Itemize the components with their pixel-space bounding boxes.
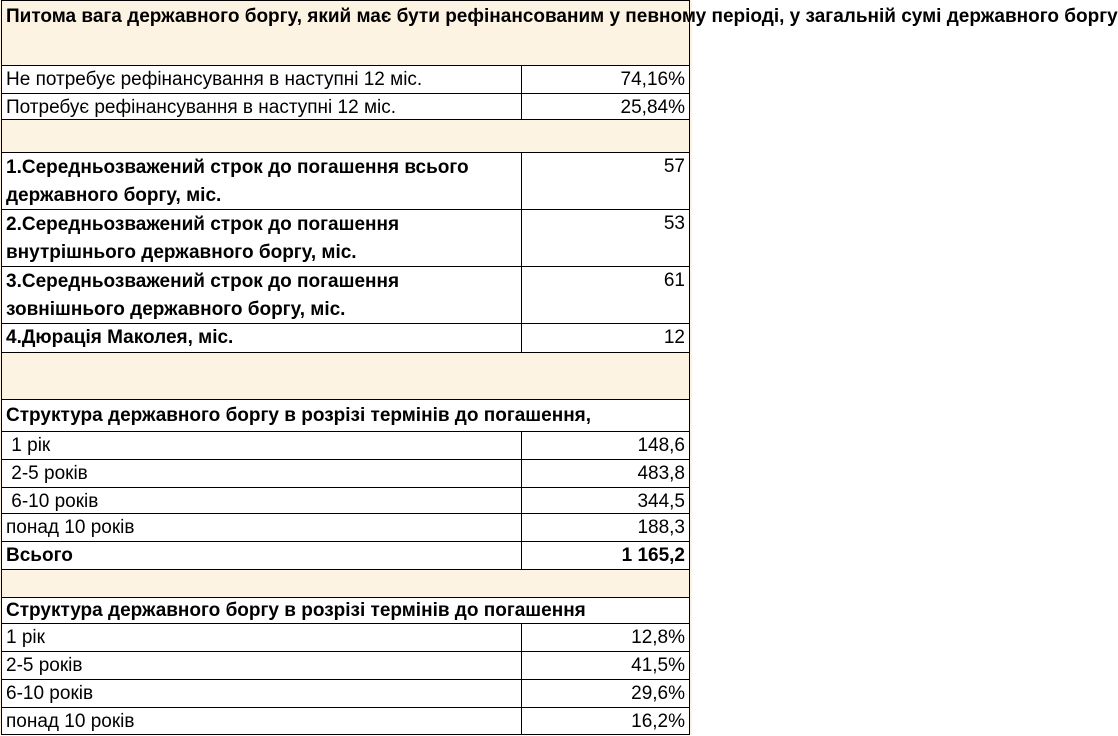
row-value: 148,6 [522,432,690,460]
row-label: 1 рік [1,624,522,652]
table-title: Питома вага державного боргу, який має бути рефінансованим у певному періоді, у загальній сумі державного боргу [1,0,690,66]
table-row[interactable] [1,324,690,353]
section-heading-row [1,400,690,432]
spacer-row [1,120,690,153]
row-label: Не потребує рефінансування в наступні 12 міс. [1,66,522,94]
row-label: 6-10 років [1,680,522,708]
row-label: 2.Середньозважений строк до погашення внутрішнього державного боргу, міс. [1,210,522,267]
row-value: 344,5 [522,488,690,514]
row-value: 57 [522,153,690,210]
table-row[interactable] [1,624,690,652]
table-row[interactable] [1,708,690,735]
row-label: 4.Дюрація Маколея, міс. [1,324,522,353]
row-label: 2-5 років [1,460,522,488]
table-row[interactable] [1,488,690,514]
spacer-row [1,353,690,400]
table-row[interactable] [1,153,690,210]
row-value: 53 [522,210,690,267]
total-value: 1 165,2 [522,542,690,570]
row-label: понад 10 років [1,708,522,735]
row-value: 41,5% [522,652,690,680]
title-row [1,0,1118,66]
total-row[interactable] [1,542,690,570]
row-value: 16,2% [522,708,690,735]
row-value: 29,6% [522,680,690,708]
row-value: 25,84% [522,94,690,120]
table-row[interactable] [1,514,690,542]
row-value: 12,8% [522,624,690,652]
table-row[interactable] [1,210,690,267]
table-row[interactable] [1,66,690,94]
empty-cell [1,570,690,598]
row-value: 188,3 [522,514,690,542]
section-heading-row [1,598,690,624]
row-label: Потребує рефінансування в наступні 12 міс. [1,94,522,120]
row-label: 1 рік [1,432,522,460]
total-label: Всього [1,542,522,570]
row-value: 483,8 [522,460,690,488]
section-heading: Структура державного боргу в розрізі термінів до погашення [1,598,690,624]
table-row[interactable] [1,652,690,680]
table-row[interactable] [1,680,690,708]
row-label: 2-5 років [1,652,522,680]
row-label: понад 10 років [1,514,522,542]
table-row[interactable] [1,460,690,488]
spacer-row [1,570,690,598]
table-row[interactable] [1,94,690,120]
empty-cell [1,120,690,153]
row-label: 6-10 років [1,488,522,514]
row-label: 3.Середньозважений строк до погашення зовнішнього державного боргу, міс. [1,267,522,324]
table-row[interactable] [1,267,690,324]
row-value: 12 [522,324,690,353]
section-heading: Структура державного боргу в розрізі термінів до погашення, [1,400,690,432]
table-row[interactable] [1,432,690,460]
row-value: 74,16% [522,66,690,94]
row-label: 1.Середньозважений строк до погашення всього державного боргу, міс. [1,153,522,210]
row-value: 61 [522,267,690,324]
empty-cell [1,353,690,400]
